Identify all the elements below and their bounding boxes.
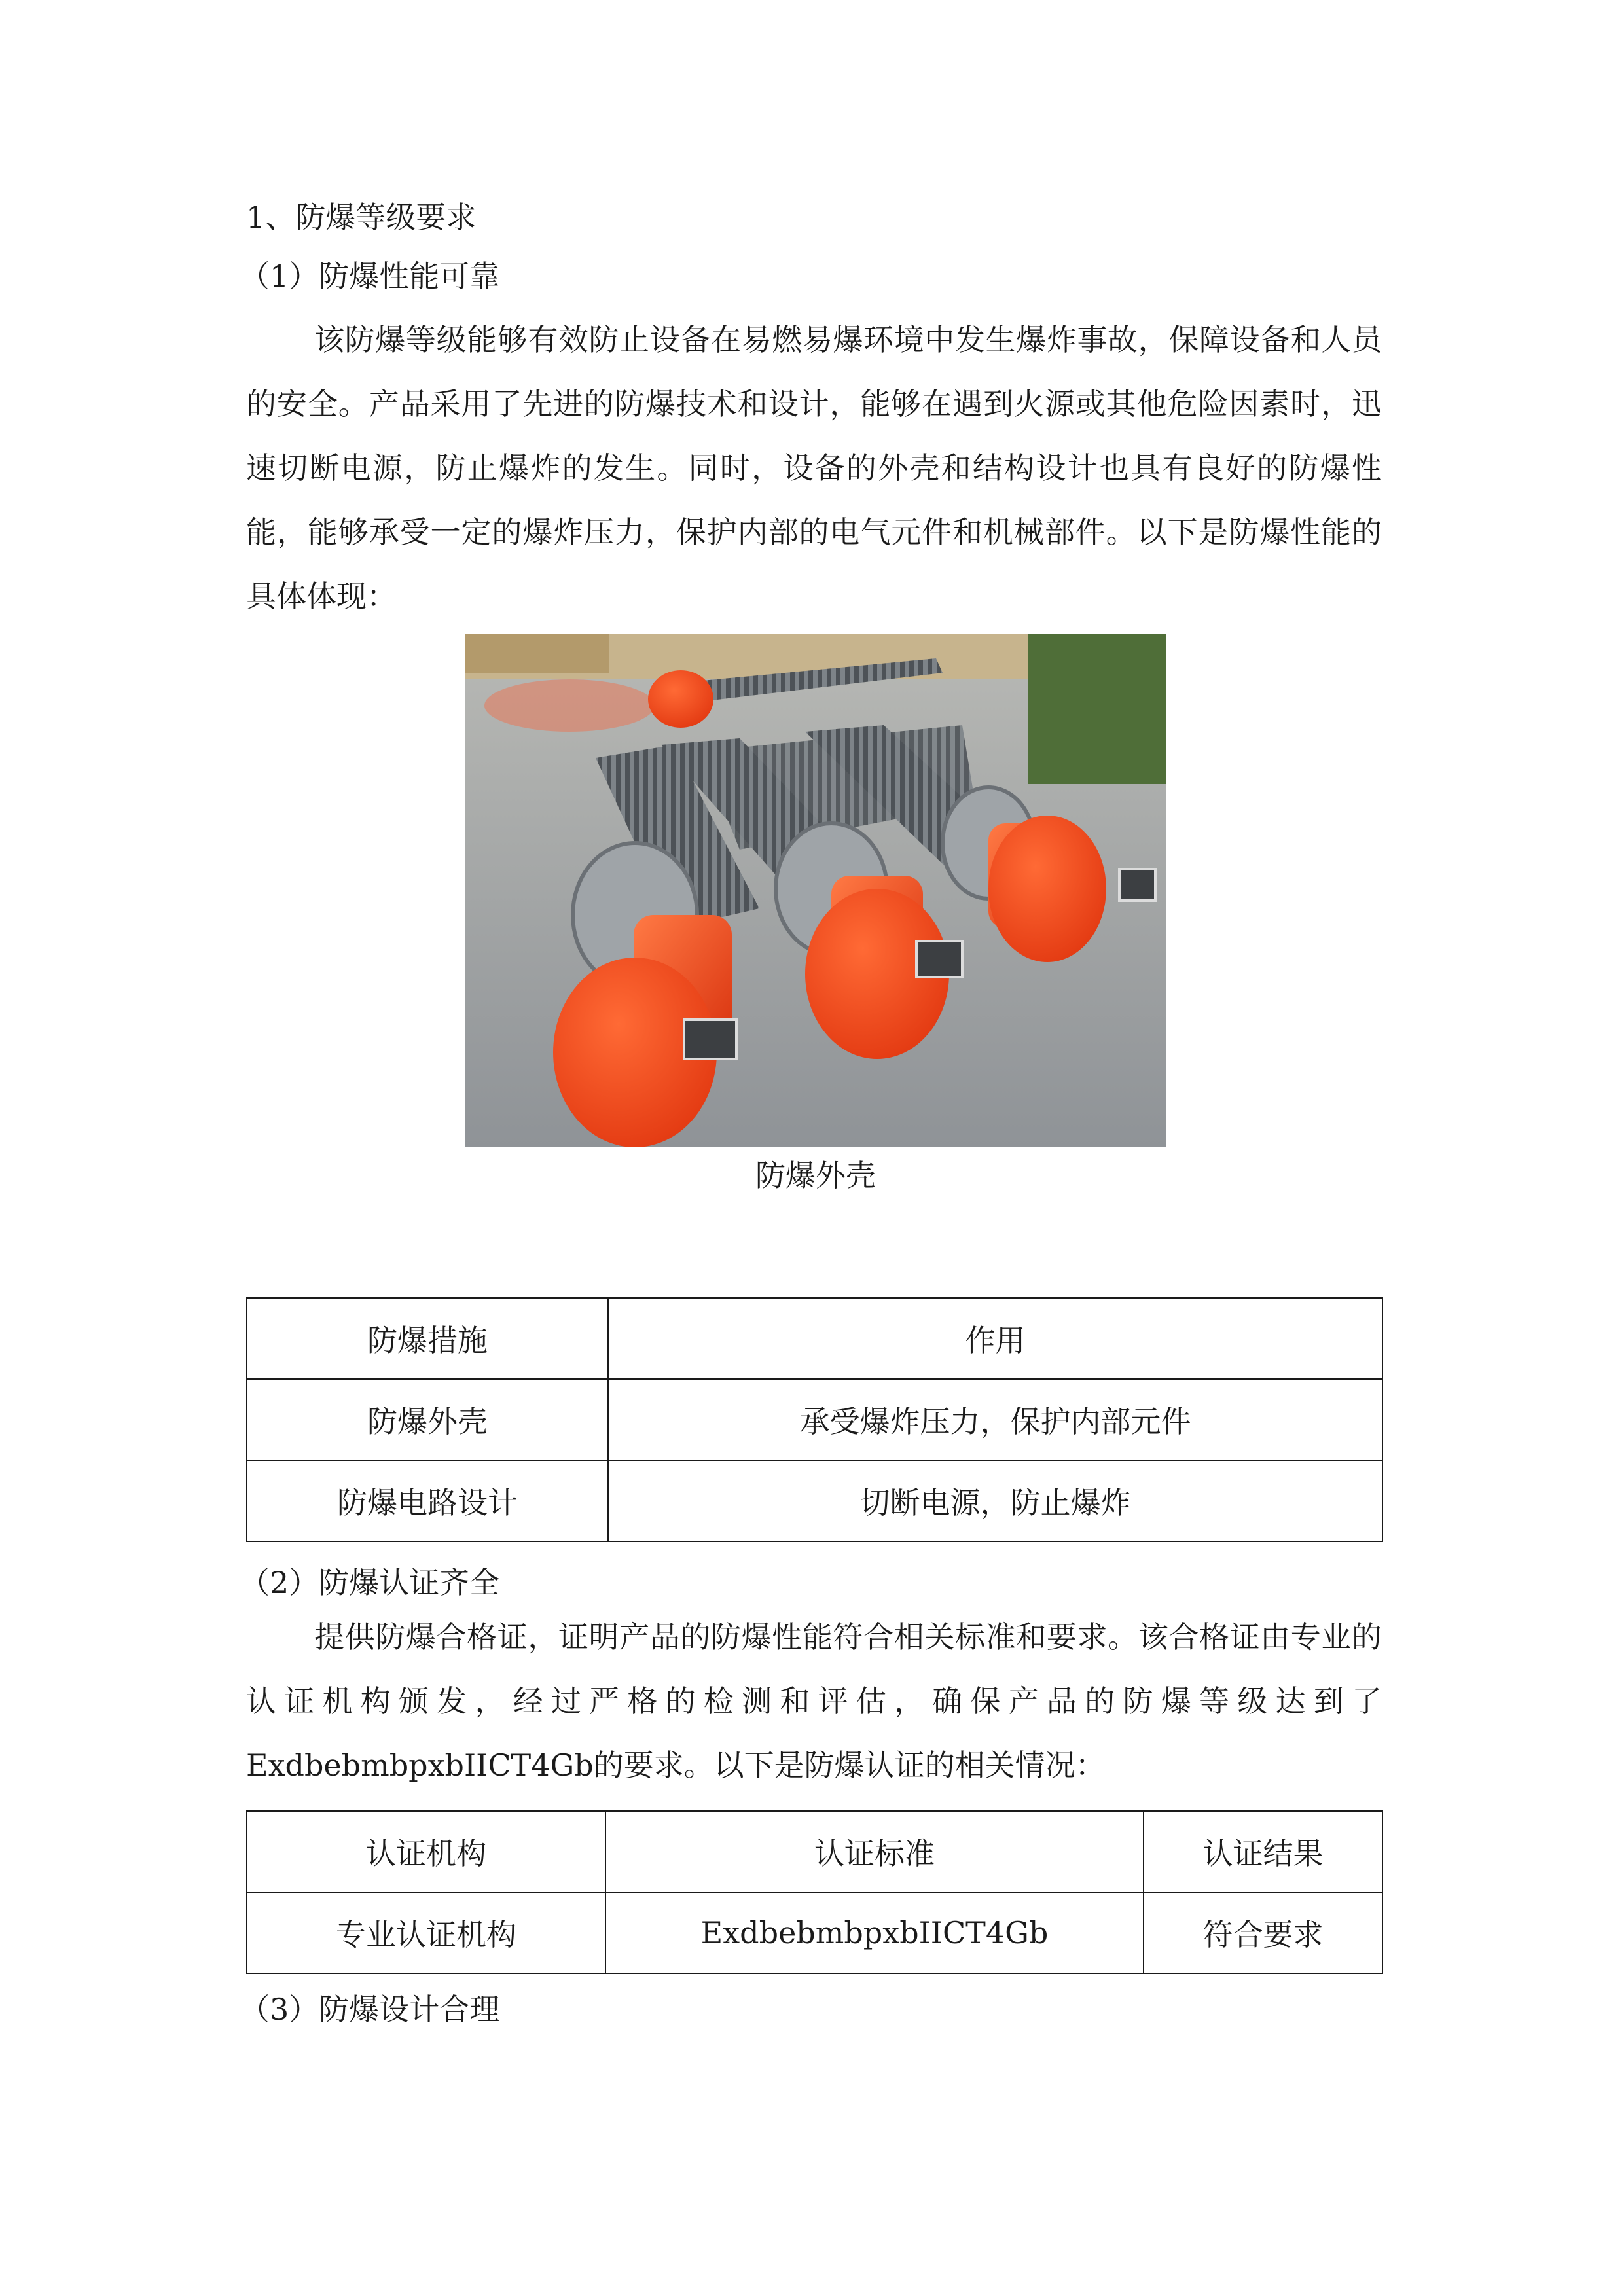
subsection-heading-2: （2）防爆认证齐全 [240,1565,500,1600]
section-heading: 1、防爆等级要求 [246,200,477,235]
header-agency: 认证机构 [247,1811,605,1892]
table-cell: 符合要求 [1144,1892,1382,1973]
paragraph-2: 提供防爆合格证，证明产品的防爆性能符合相关标准和要求。该合格证由专业的认证机构颁发，经过严格的检测和评估，确保产品的防爆等级达到了ExdbebmbpxbIICT4Gb的要求。以下是防爆认证的相关情况： [246,1619,1382,1783]
header-result: 认证结果 [1144,1811,1382,1892]
table-row [247,1460,1382,1541]
header-function: 作用 [608,1298,1382,1379]
explosion-proof-enclosure-photo [465,634,1166,1147]
table-cell: 防爆电路设计 [247,1460,608,1541]
table-cell: 专业认证机构 [247,1892,605,1973]
measures-table [246,1297,1383,1542]
table-cell: ExdbebmbpxbIICT4Gb [605,1892,1144,1973]
subsection-heading-3: （3）防爆设计合理 [240,1992,500,2027]
header-measure: 防爆措施 [247,1298,608,1379]
table-row [247,1379,1382,1460]
table-header-row [247,1811,1382,1892]
table-cell: 防爆外壳 [247,1379,608,1460]
header-standard: 认证标准 [605,1811,1144,1892]
table-cell: 切断电源，防止爆炸 [608,1460,1382,1541]
figure-caption: 防爆外壳 [755,1158,876,1193]
table-row [247,1892,1382,1973]
table-header-row [247,1298,1382,1379]
subsection-heading-1: （1）防爆性能可靠 [240,259,500,294]
paragraph-1: 该防爆等级能够有效防止设备在易燃易爆环境中发生爆炸事故，保障设备和人员的安全。产品采用了先进的防爆技术和设计，能够在遇到火源或其他危险因素时，迅速切断电源，防止爆炸的发生。同时，设备的外壳和结构设计也具有良好的防爆性能，能够承受一定的爆炸压力，保护内部的电气元件和机械部件。以下是防爆性能的具体体现： [246,322,1382,614]
table-cell: 承受爆炸压力，保护内部元件 [608,1379,1382,1460]
certification-table [246,1810,1383,1974]
